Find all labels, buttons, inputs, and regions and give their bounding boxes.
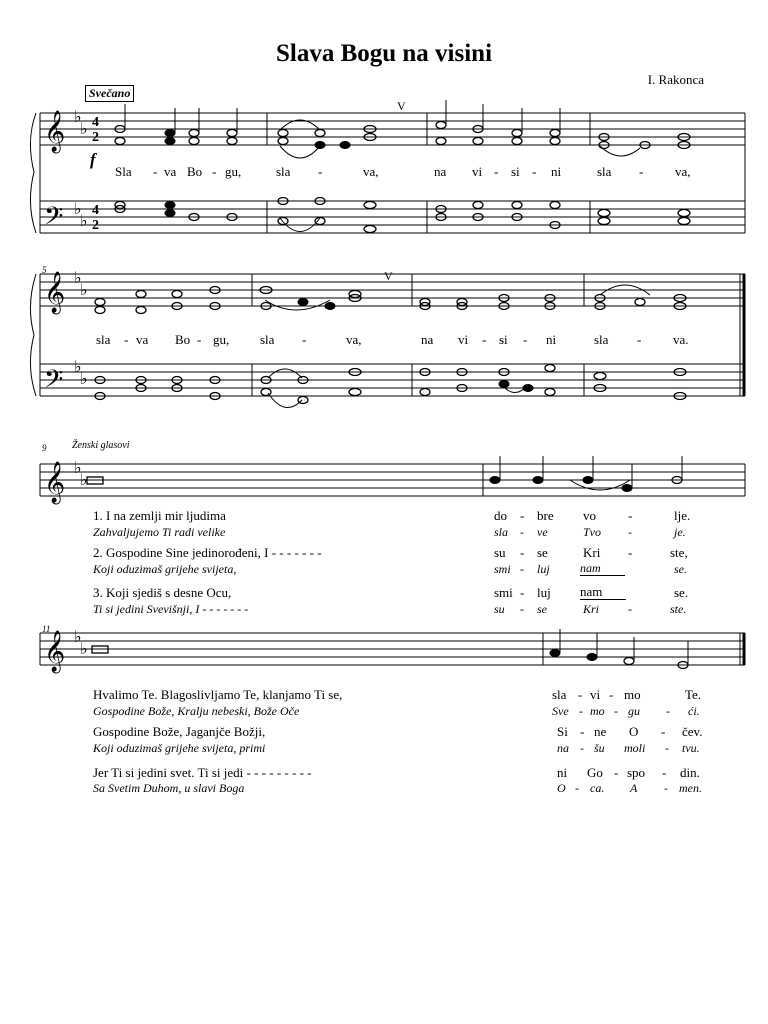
verse-ending: su (494, 545, 506, 560)
lyric-syllable: Bo (187, 164, 203, 179)
lyric-syllable: na (421, 332, 434, 347)
lyric-syllable: vi (472, 164, 483, 179)
treble-clef-icon: 𝄞 (44, 631, 66, 671)
treble-clef-icon: 𝄞 (44, 111, 66, 151)
lyric-syllable: - (523, 332, 528, 347)
lyric-syllable: va, (346, 332, 362, 347)
verse-ending: smi (494, 562, 511, 576)
verse-ending: Tvo (583, 525, 601, 539)
page-title: Slava Bogu na visini (275, 40, 493, 67)
verse-ending: je. (674, 525, 686, 539)
verse-ending: - (579, 704, 583, 718)
verse-ending: vo (583, 508, 596, 523)
verse-ending: O (557, 781, 566, 795)
composer-name: I. Rakonca (647, 72, 704, 87)
svg-text:♭: ♭ (80, 472, 88, 489)
verse-ending: se (537, 545, 548, 560)
verse-ending: - (665, 741, 669, 755)
lyric-syllable: va, (675, 164, 691, 179)
verse-ending: O (629, 724, 639, 739)
verse-ending: sla (494, 525, 509, 539)
svg-text:♭: ♭ (74, 359, 82, 376)
verse-ending: mo (624, 687, 641, 702)
verse-line: Gospodine Bože, Kralju nebeski, Bože Oče (93, 704, 300, 718)
verse-ending: - (520, 602, 524, 616)
lyric-syllable: - (124, 332, 129, 347)
verse-ending: Kri (583, 545, 601, 560)
verse-ending: A (630, 781, 638, 795)
verse-line: Sa Svetim Duhom, u slavi Boga (93, 781, 245, 795)
bass-clef-icon: 𝄢 (44, 366, 64, 399)
svg-text:♭: ♭ (74, 201, 82, 218)
svg-text:4: 4 (92, 115, 99, 130)
verse-ending: Sve (552, 704, 569, 718)
measure-number: 9 (42, 443, 47, 453)
verse-ending: - (628, 525, 632, 539)
verse-line: Jer Ti si jedini svet. Ti si jedi - - - - - - - - - (93, 765, 312, 780)
lyric-syllable: va (136, 332, 149, 347)
lyric-syllable: sla (594, 332, 609, 347)
verse-ending: ne (594, 724, 607, 739)
verse-ending: ni (557, 765, 568, 780)
verse-ending: - (614, 704, 618, 718)
svg-text:V: V (384, 269, 393, 283)
lyric-syllable: va, (363, 164, 379, 179)
verse-ending: - (520, 545, 525, 560)
verse-line: Koji oduzimaš grijehe svijeta, (93, 562, 237, 576)
verse-ending: - (520, 508, 525, 523)
verse-line: Hvalimo Te. Blagoslivljamo Te, klanjamo Ti se, (93, 687, 343, 702)
svg-text:♭: ♭ (74, 460, 82, 477)
verse-ending: moli (624, 741, 646, 755)
lyric-syllable: sla (260, 332, 275, 347)
measure-number: 11 (42, 624, 51, 634)
verse-ending: - (661, 724, 666, 739)
verse-ending: čev. (682, 724, 703, 739)
verse-ending: - (628, 508, 633, 523)
verse-ending: Te. (685, 687, 702, 702)
lyric-syllable: - (532, 164, 537, 179)
lyric-syllable: sla (276, 164, 291, 179)
verse-ending: Go (587, 765, 603, 780)
verse-ending: - (520, 562, 524, 576)
verse-ending: nam (580, 585, 626, 600)
verse-ending: - (520, 585, 525, 600)
svg-text:♭: ♭ (80, 641, 88, 658)
lyric-syllable: - (318, 164, 323, 179)
verse-ending: - (614, 765, 619, 780)
verse-ending: - (628, 602, 632, 616)
verse-ending: - (578, 687, 583, 702)
svg-text:2: 2 (92, 218, 99, 233)
verse-ending: din. (680, 765, 700, 780)
verse-ending: ve (537, 525, 548, 539)
lyric-syllable: ni (551, 164, 562, 179)
verse-ending: - (662, 765, 667, 780)
verse-ending: Si (557, 724, 568, 739)
verse-ending: - (609, 687, 614, 702)
verse-ending: men. (679, 781, 702, 795)
lyric-syllable: - (302, 332, 307, 347)
lyric-syllable: vi (458, 332, 469, 347)
key-signature-flats (74, 109, 88, 658)
breath-mark-icon (384, 99, 406, 283)
verse-ending: lje. (674, 508, 691, 523)
verse-line: Ti si jedini Svevišnji, I - - - - - - - (93, 602, 249, 616)
verse-ending: mo (590, 704, 605, 718)
verse-ending: su (494, 602, 505, 616)
verse-ending: se. (674, 585, 689, 600)
verse-ending: luj (537, 585, 551, 600)
lyric-syllable: Bo (175, 332, 191, 347)
treble-clef-icon: 𝄞 (44, 462, 66, 502)
lyric-syllable: gu, (213, 332, 230, 347)
verse-ending: - (575, 781, 579, 795)
lyric-syllable: si (511, 164, 520, 179)
verse-line: 3. Koji sjediš s desne Ocu, (93, 585, 232, 600)
lyric-syllable: - (482, 332, 487, 347)
verse-ending: - (664, 781, 668, 795)
verse-ending: - (520, 525, 524, 539)
verse-ending: smi (494, 585, 513, 600)
svg-text:♭: ♭ (80, 282, 88, 299)
lyric-syllable: sla (597, 164, 612, 179)
verse-ending: ći. (688, 704, 700, 718)
verse-line: Gospodine Bože, Jaganjče Božji, (93, 724, 266, 739)
lyric-syllable: si (499, 332, 508, 347)
dynamic-marking: f (90, 150, 96, 169)
verse-ending: ca. (590, 781, 605, 795)
verse-ending: tvu. (682, 741, 700, 755)
verse-ending: luj (537, 562, 550, 576)
lyric-syllable: - (197, 332, 202, 347)
verse-ending: gu (628, 704, 640, 718)
svg-text:♭: ♭ (80, 121, 88, 138)
svg-text:♭: ♭ (80, 371, 88, 388)
tempo-marking: Svečano (85, 85, 134, 102)
svg-text:♭: ♭ (74, 629, 82, 646)
svg-text:4: 4 (92, 203, 99, 218)
verse-ending: - (666, 704, 670, 718)
lyric-syllable: - (639, 164, 644, 179)
verse-ending: sla (552, 687, 567, 702)
lyric-syllable: - (212, 164, 217, 179)
svg-text:2: 2 (92, 130, 99, 145)
svg-text:♭: ♭ (80, 213, 88, 230)
bass-clef-icon: 𝄢 (44, 203, 64, 236)
verse-ending: vi (590, 687, 601, 702)
system-brace (30, 113, 36, 233)
lyric-syllable: Sla (115, 164, 132, 179)
verse-line: Zahvaljujemo Ti radi velike (93, 525, 226, 539)
lyric-syllable: - (637, 332, 642, 347)
verse-line: 1. I na zemlji mir ljudima (93, 508, 226, 523)
verse-ending: do (494, 508, 507, 523)
verse-ending: nam (580, 562, 625, 576)
verse-ending: ste. (670, 602, 687, 616)
verse-ending: šu (594, 741, 605, 755)
lyric-syllable: - (494, 164, 499, 179)
svg-text:V: V (397, 99, 406, 113)
lyric-syllable: - (153, 164, 158, 179)
system-brace (30, 274, 36, 396)
verse-ending: - (580, 741, 584, 755)
measure-number: 5 (42, 265, 47, 275)
lyric-syllable: gu, (225, 164, 242, 179)
lyric-syllable: ni (546, 332, 557, 347)
verse-line: 2. Gospodine Sine jedinorođeni, I - - - - - - - (93, 545, 322, 560)
verse-ending: ste, (670, 545, 688, 560)
verse-ending: - (580, 724, 585, 739)
treble-clef-icon: 𝄞 (44, 272, 66, 312)
lyric-syllable: na (434, 164, 447, 179)
verse-ending: se. (674, 562, 687, 576)
section-label: Ženski glasovi (72, 440, 130, 451)
time-signature (92, 115, 99, 233)
lyric-syllable: sla (96, 332, 111, 347)
svg-text:♭: ♭ (74, 109, 82, 126)
verse-ending: bre (537, 508, 554, 523)
verse-ending: - (628, 545, 633, 560)
verse-line: Koji oduzimaš grijehe svijeta, primi (93, 741, 266, 755)
lyric-syllable: va. (673, 332, 689, 347)
lyric-syllable: va (164, 164, 177, 179)
verse-ending: se (537, 602, 547, 616)
svg-text:♭: ♭ (74, 270, 82, 287)
verse-ending: na (557, 741, 569, 755)
verse-ending: spo (627, 765, 646, 780)
verse-ending: Kri (583, 602, 600, 616)
